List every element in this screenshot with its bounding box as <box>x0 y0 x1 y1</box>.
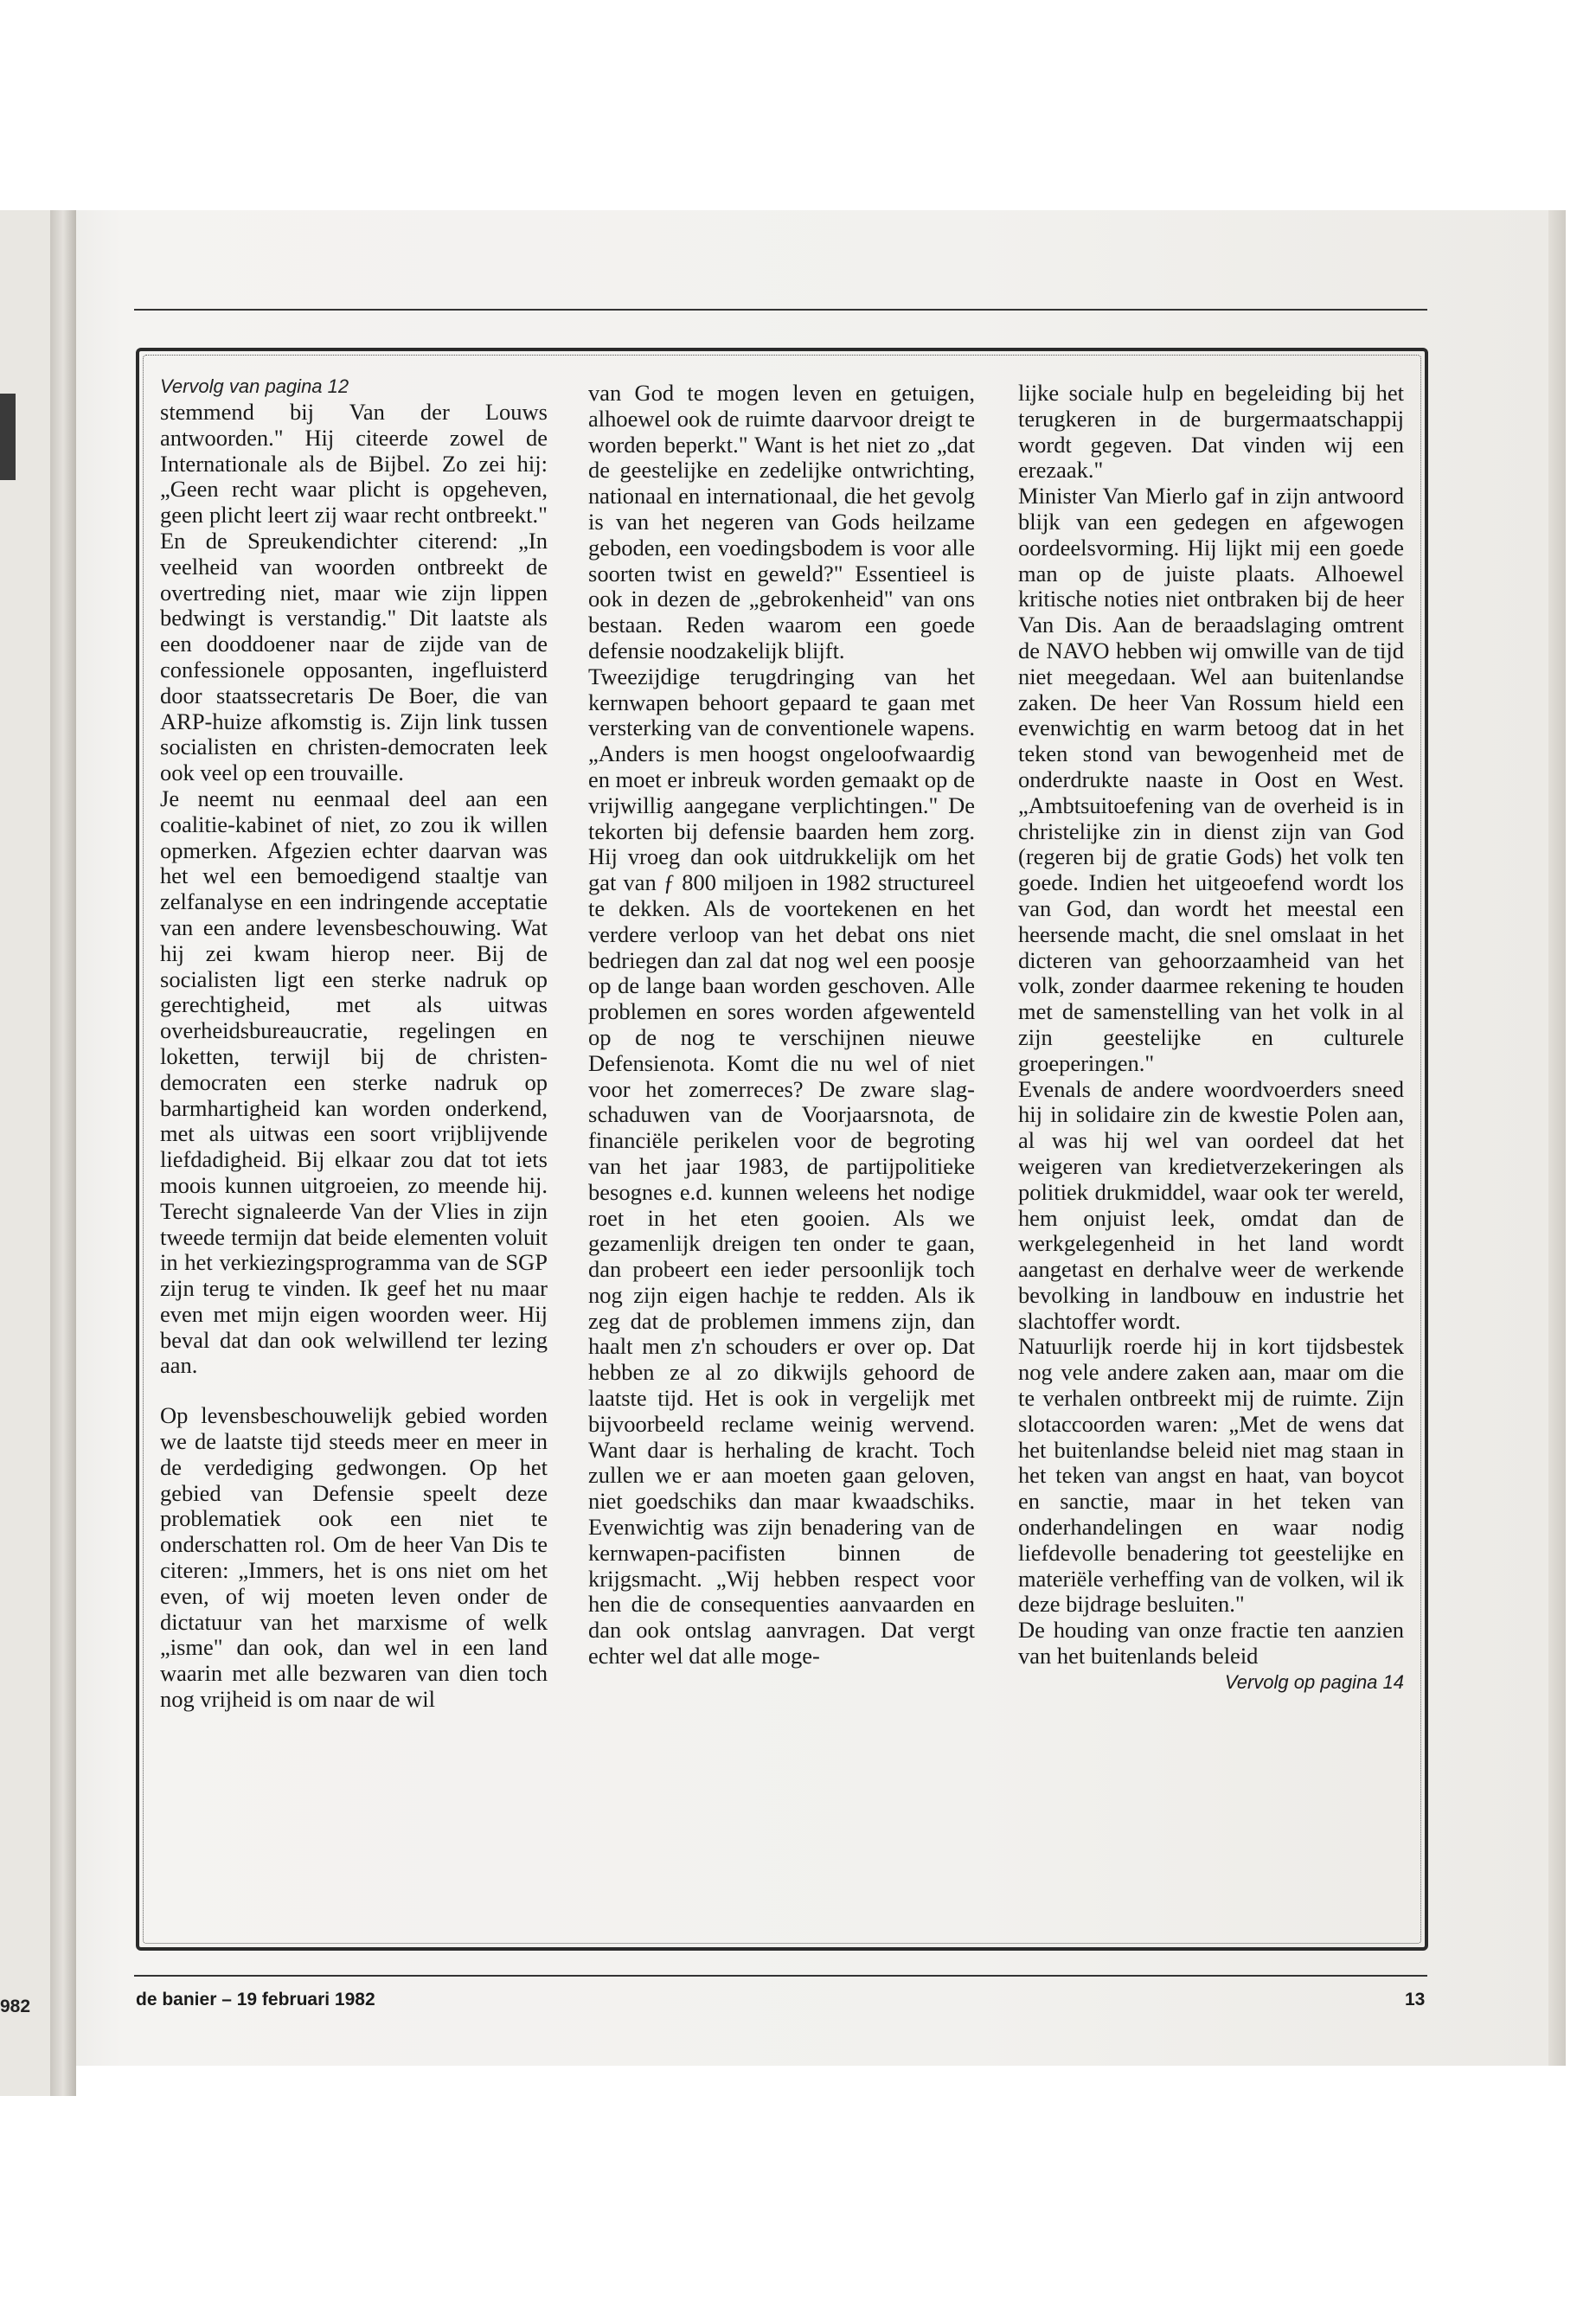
page-number: 13 <box>1405 1990 1426 2009</box>
paragraph: van God te mogen leven en getuigen, alhoewel ook de ruimte daarvoor dreigt te worden beperkt." Want is het niet zo „dat de geestelijke en zedelijke ontwrichting, nationaal en internationaal, die het gevolg is van het negeren van Gods heilzame geboden, een voedingsbodem is voor alle soorten twist en geweld?" Essentieel is ook in dezen de „gebrokenheid" van ons bestaan. Reden waarom een goede defensie noodzakelijk blijft. <box>588 380 975 663</box>
paragraph: De houding van onze fractie ten aanzien van het buitenlands beleid <box>1018 1617 1404 1670</box>
paragraph: Tweezijdige terugdringing van het kernwapen behoort gepaard te gaan met versterking van de conventionele wapens. „Anders is men hoogst ongeloofwaardig en moet er inbreuk worden gemaakt op de vrijwillig aangegane verplichtingen." De tekorten bij defensie baarden hem zorg. Hij vroeg dan ook uitdrukkelijk om het gat van ƒ 800 miljoen in 1982 structureel te dekken. Als de voortekenen en het verdere verloop van het debat ons niet bedriegen dan zal dat nog wel een poosje op de lange baan worden geschoven. Alle problemen en sores worden afgewenteld op de nog te verschijnen nieuwe Defensienota. Komt die nu wel of niet voor het zomerreces? De zware slag-schaduwen van de Voorjaarsnota, de financiële perikelen voor de begroting van het jaar 1983, de partijpolitieke besognes e.d. kunnen weleens het nodige roet in het eten gooien. Als we gezamenlijk dreigen ten onder te gaan, dan probeert een ieder persoonlijk toch nog zijn eigen hachje te redden. Als ik zeg dat de problemen immens zijn, dan haalt men z'n schouders er over op. Dat hebben ze al zo dikwijls gehoord de laatste tijd. Het is ook in vergelijk met bijvoorbeeld reclame weinig wervend. Want daar is herhaling de kracht. Toch zullen we er aan moeten gaan geloven, niet goedschiks dan maar kwaadschiks. Evenwichtig was zijn benadering van de kernwapen-pacifisten binnen de krijgsmacht. „Wij hebben respect voor hen die de consequenties aanvaarden en dan ook ontslag aanvragen. Dat vergt echter wel dat alle moge- <box>588 663 975 1670</box>
paragraph: Evenals de andere woordvoerders sneed hij in solidaire zin de kwestie Polen aan, al was hij wel van oordeel dat het weigeren van kredietverzekeringen als politiek drukmiddel, waar ook ter wereld, hem onjuist leek, omdat dan de werkgelegenheid in het land wordt aangetast en derhalve weer de werkende bevolking in landbouw en industrie het slachtoffer wordt. <box>1018 1075 1404 1334</box>
article-column-1 <box>160 374 548 1713</box>
continued-from-label: Vervolg van pagina 12 <box>160 375 349 397</box>
continued-on-label: Vervolg op pagina 14 <box>1224 1670 1404 1693</box>
paragraph: lijke sociale hulp en begeleiding bij het terugkeren in de burgermaatschappij wordt gegeven. Dat vinden wij een erezaak." <box>1018 380 1404 484</box>
article-column-2 <box>588 381 975 1670</box>
paragraph: Op levensbeschouwelijk gebied worden we de laatste tijd steeds meer en meer in de verdediging gedwongen. Op het gebied van Defensie speelt deze problematiek ook een niet te onderschatten rol. Om de heer Van Dis te citeren: „Immers, het is ons niet om het even, of wij moeten leven onder de dictatuur van het marxisme of welk „isme" dan ook, dan wel in een land waarin met alle bezwaren van dien toch nog vrijheid is om naar de wil <box>160 1402 548 1713</box>
adjacent-page-edge <box>0 210 50 2096</box>
page-edge <box>1548 210 1566 2066</box>
paragraph: Minister Van Mierlo gaf in zijn antwoord blijk van een gedegen en afgewogen oordeelsvorming. Hij lijkt mij een goede man op de juiste plaats. Alhoewel kritische noties niet ontbraken bij de heer Van Dis. Aan de beraadslaging omtrent de NAVO hebben wij omwille van de tijd niet meegedaan. Wel aan buitenlandse zaken. De heer Van Rossum hield een evenwichtig en warm betoog dat in het teken stond van bewogenheid met de onderdrukte naaste in Oost en West. „Ambtsuitoefening van de overheid is in christelijke zin in dienst zijn van God (regeren bij de gratie Gods) het volk ten goede. Indien het uitgeoefend wordt los van God, dan wordt het meestal een heersende macht, die snel omslaat in het dicteren van gehoorzaamheid van het volk, zonder daarmee rekening te houden met de samenstelling van het volk in al zijn geestelijke en culturele groeperingen." <box>1018 483 1404 1076</box>
page-spine <box>50 210 76 2096</box>
top-rule <box>134 309 1427 311</box>
paragraph: Je neemt nu eenmaal deel aan een coalitie-kabinet of niet, zo zou ik willen opmerken. Afgezien echter daarvan was het wel een bemoedigend staaltje van zelfanalyse en een indringende acceptatie van een andere levensbeschouwing. Wat hij zei kwam hierop neer. Bij de socialisten ligt een sterke nadruk op gerechtigheid, met als uitwas overheidsbureaucratie, regelingen en loketten, terwijl bij de christen-democraten een sterke nadruk op barmhartigheid kan worden onderkend, met als uitwas een soort vrijblijvende liefdadigheid. Bij elkaar zou dat tot iets moois kunnen uitgroeien, zo meende hij. Terecht signaleerde Van der Vlies in zijn tweede termijn dat beide elementen voluit in het verkiezingsprogramma van de SGP zijn terug te vinden. Ik geef het nu maar even met mijn eigen woorden weer. Hij beval dat dan ook welwillend ter lezing aan. <box>160 785 548 1379</box>
article-column-3 <box>1018 381 1404 1695</box>
adjacent-page-number: 982 <box>0 1997 31 2016</box>
paragraph: Natuurlijk roerde hij in kort tijdsbestek nog vele andere zaken aan, maar om die te verhalen ontbreekt mij de ruimte. Zijn slotaccoorden waren: „Met de wens dat het buitenlandse beleid niet mag staan in het teken van angst en haat, van boycot en sanctie, maar in het teken van onderhandelingen en waar nodig liefdevolle benadering tot geestelijke en materiële verheffing van de volken, wil ik deze bijdrage besluiten." <box>1018 1333 1404 1618</box>
bottom-rule <box>134 1975 1427 1977</box>
binding-shadow <box>0 394 16 480</box>
paragraph-gap <box>160 1379 548 1403</box>
paragraph: stemmend bij Van der Louws antwoorden." Hij citeerde zowel de Internationale als de Bijbel. Zo zei hij: „Geen recht waar plicht is opgeheven, geen plicht leert zij waar recht ontbreekt." En de Spreukendichter citerend: „In veelheid van woorden ontbreekt de overtreding niet, maar wie zijn lippen bedwingt is verstandig." Dit laatste als een dooddoener naar de zijde van de confessionele opposanten, ingefluisterd door staatssecretaris De Boer, die van ARP-huize afkomstig is. Zijn link tussen socialisten en christen-democraten leek ook veel op een trouvaille. <box>160 399 548 786</box>
publication-date: de banier – 19 februari 1982 <box>136 1990 375 2009</box>
